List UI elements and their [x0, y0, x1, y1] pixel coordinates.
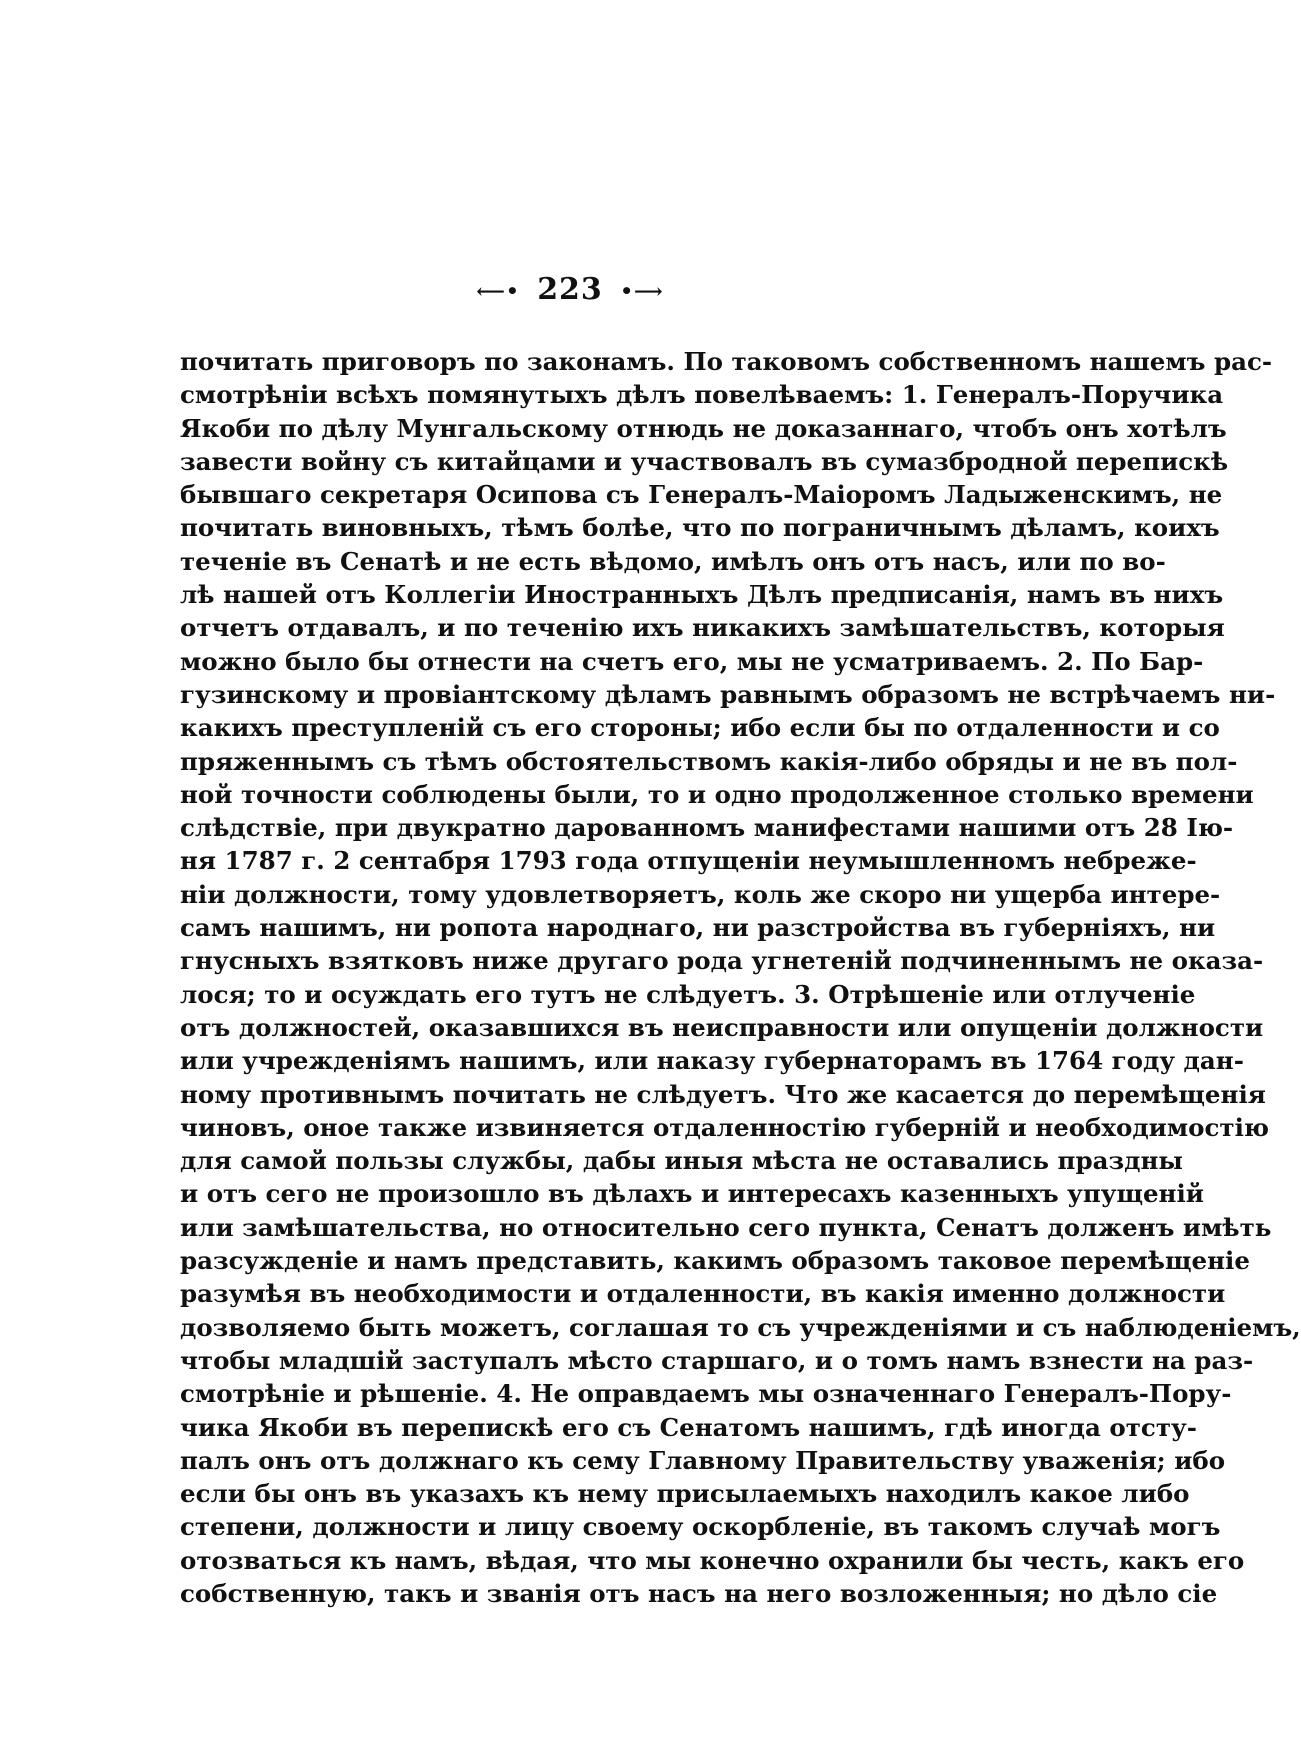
text-line: чика Якоби въ перепискѣ его съ Сенатомъ нашимъ, гдѣ иногда отсту- — [180, 1412, 1197, 1442]
text-line: Якоби по дѣлу Мунгальскому отнюдь не доказаннаго, чтобъ онъ хотѣлъ — [180, 413, 1227, 443]
text-line: собственную, такъ и званія отъ насъ на него возложенныя; но дѣло сіе — [180, 1578, 1218, 1608]
text-line: степени, должности и лицу своему оскорбленіе, въ такомъ случаѣ могъ — [180, 1512, 1221, 1542]
text-line: ніи должности, тому удовлетворяетъ, коль же скоро ни ущерба интере- — [180, 879, 1221, 909]
text-line: чиновъ, оное также извиняется отдаленностію губерній и необходимостію — [180, 1112, 1269, 1142]
text-line: теченіе въ Сенатѣ и не есть вѣдомо, имѣлъ онъ отъ насъ, или по во- — [180, 546, 1166, 576]
text-line: лѣ нашей отъ Коллегіи Иностранныхъ Дѣлъ предписанія, намъ въ нихъ — [180, 580, 1224, 610]
text-line: бывшаго секретаря Осипова съ Генералъ-Маіоромъ Ладыженскимъ, не — [180, 480, 1223, 510]
text-line: слѣдствіе, при двукратно дарованномъ манифестами нашими отъ 28 Ію- — [180, 813, 1234, 843]
text-line: разумѣя въ необходимости и отдаленности, въ какія именно должности — [180, 1279, 1226, 1309]
text-line: ному противнымъ почитать не слѣдуетъ. Что же касается до перемѣщенія — [180, 1079, 1266, 1109]
text-line: палъ онъ отъ должнаго къ сему Главному Правительству уваженія; ибо — [180, 1445, 1226, 1475]
text-line: завести войну съ китайцами и участвовалъ въ сумазбродной перепискѣ — [180, 446, 1229, 476]
text-line: ня 1787 г. 2 сентабря 1793 года отпущеніи неумышленномъ небреже- — [180, 846, 1197, 876]
text-line: отчетъ отдавалъ, и по теченію ихъ никакихъ замѣшательствъ, которыя — [180, 613, 1225, 643]
text-line: смотрѣніи всѣхъ помянутыхъ дѣлъ повелѣваемъ: 1. Генералъ-Поручика — [180, 380, 1224, 410]
text-line: почитать виновныхъ, тѣмъ болѣе, что по пограничнымъ дѣламъ, коихъ — [180, 513, 1220, 543]
page-number: 223 — [537, 272, 603, 307]
text-line: разсужденіе и намъ представить, какимъ образомъ таковое перемѣщеніе — [180, 1246, 1250, 1276]
text-line: пряженнымъ съ тѣмъ обстоятельствомъ какія-либо обряды и не въ пол- — [180, 746, 1238, 776]
text-line: почитать приговоръ по законамъ. По таковомъ собственномъ нашемъ рас- — [180, 347, 1273, 376]
text-line: гузинскому и провіантскому дѣламъ равнымъ образомъ не встрѣчаемъ ни- — [180, 679, 1276, 709]
text-line: если бы онъ въ указахъ къ нему присылаемыхъ находилъ какое либо — [180, 1479, 1190, 1509]
text-line: можно было бы отнести на счетъ его, мы не усматриваемъ. 2. По Бар- — [180, 646, 1204, 676]
text-line: отозваться къ намъ, вѣдая, что мы конечно охранили бы честь, какъ его — [180, 1545, 1245, 1575]
text-line: самъ нашимъ, ни ропота народнаго, ни разстройства въ губерніяхъ, ни — [180, 913, 1216, 943]
header-left-ornament: ⟵• — [476, 279, 520, 303]
text-line: или замѣшательства, но относительно сего пункта, Сенатъ долженъ имѣть — [180, 1212, 1272, 1242]
page-header — [0, 272, 1140, 307]
text-line: отъ должностей, оказавшихся въ неисправности или опущеніи должности — [180, 1012, 1264, 1042]
text-line: смотрѣніе и рѣшеніе. 4. Не оправдаемъ мы означеннаго Генералъ-Пору- — [180, 1379, 1232, 1409]
text-line: какихъ преступленій съ его стороны; ибо если бы по отдаленности и со — [180, 713, 1220, 743]
header-right-ornament: •⟶ — [620, 279, 664, 303]
text-line: и отъ сего не произошло въ дѣлахъ и интересахъ казенныхъ упущеній — [180, 1179, 1204, 1209]
text-line: или учрежденіямъ нашимъ, или наказу губернаторамъ въ 1764 году дан- — [180, 1046, 1244, 1076]
text-line: чтобы младшій заступалъ мѣсто старшаго, и о томъ намъ взнести на раз- — [180, 1345, 1254, 1375]
text-line: ной точности соблюдены были, то и одно продолженное столько времени — [180, 779, 1254, 809]
body-text — [180, 345, 1301, 1610]
text-line: дозволяемо быть можетъ, соглашая то съ учрежденіями и съ наблюденіемъ, — [180, 1312, 1301, 1342]
text-line: для самой пользы службы, дабы иныя мѣста не оставались праздны — [180, 1146, 1183, 1176]
text-line: гнусныхъ взятковъ ниже другаго рода угнетеній подчиненнымъ не оказа- — [180, 946, 1264, 976]
text-line: лося; то и осуждать его тутъ не слѣдуетъ. 3. Отрѣшеніе или отлученіе — [180, 979, 1196, 1009]
